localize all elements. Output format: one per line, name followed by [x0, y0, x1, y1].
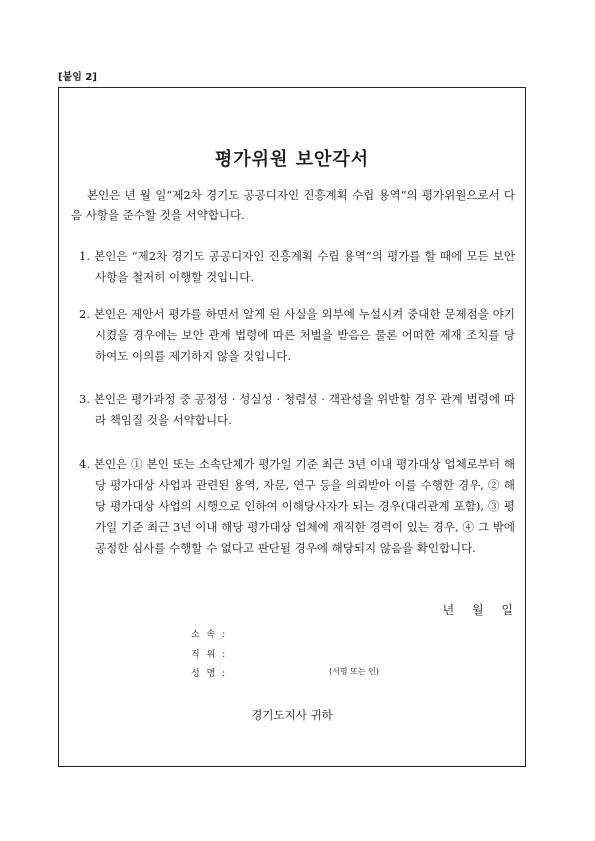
sign-note: (서명 또는 인): [329, 667, 379, 676]
date-line: 년 월 일: [442, 603, 513, 617]
affiliation-label: 소 속 :: [191, 630, 228, 640]
name-line: [191, 666, 379, 679]
intro-paragraph: 본인은 년 월 일“제2차 경기도 공공디자인 진흥계획 수립 용역”의 평가위원으로서 다음 사항을 준수할 것을 서약합니다.: [71, 188, 515, 222]
name-label: 성 명 :: [191, 669, 228, 679]
affiliation-line: [191, 627, 229, 640]
position-line: [191, 647, 229, 660]
pledge-item-1: 1. 본인은 “제2차 경기도 공공디자인 진흥계획 수립 용역”의 평가를 할 때에 모든 보안사항을 철저히 이행할 것입니다.: [79, 249, 515, 284]
pledge-document: [58, 87, 526, 767]
document-title: 평가위원 보안각서: [214, 149, 370, 170]
pledge-item-4: 4. 본인은 ① 본인 또는 소속단체가 평가일 기준 최근 3년 이내 평가대상 업체로부터 해당 평가대상 사업과 관련된 용역, 자문, 연구 등을 의뢰받아 이를 수행한 경우, ② 해당 평가대상 사업의 시행으로 인하여 이해당사자가 되는 경우(대리관계 포함), ③ 평가일 기준 최근 3년 이내 해당 평가대상 업체에 재직한 경력이 있는 경우, ④ 그 밖에 공정한 심사를 수행할 수 없다고 판단될 경우에 해당되지 않음을 확인합니다.: [79, 457, 515, 555]
pledge-item-3: 3. 본인은 평가과정 중 공정성 · 성실성 · 청렴성 · 객관성을 위반할 경우 관계 법령에 따라 책임질 것을 서약합니다.: [79, 392, 515, 427]
position-label: 직 위 :: [191, 650, 228, 660]
recipient: 경기도지사 귀하: [251, 708, 333, 722]
attachment-label: [붙임 2]: [58, 72, 97, 83]
pledge-item-2: 2. 본인은 제안서 평가를 하면서 알게 된 사실을 외부에 누설시켜 중대한 문제점을 야기 시켰을 경우에는 보안 관계 법령에 따른 처벌을 받음은 물론 어떠한 제재 조치를 당하여도 이의를 제기하지 않을 것입니다.: [79, 307, 515, 363]
